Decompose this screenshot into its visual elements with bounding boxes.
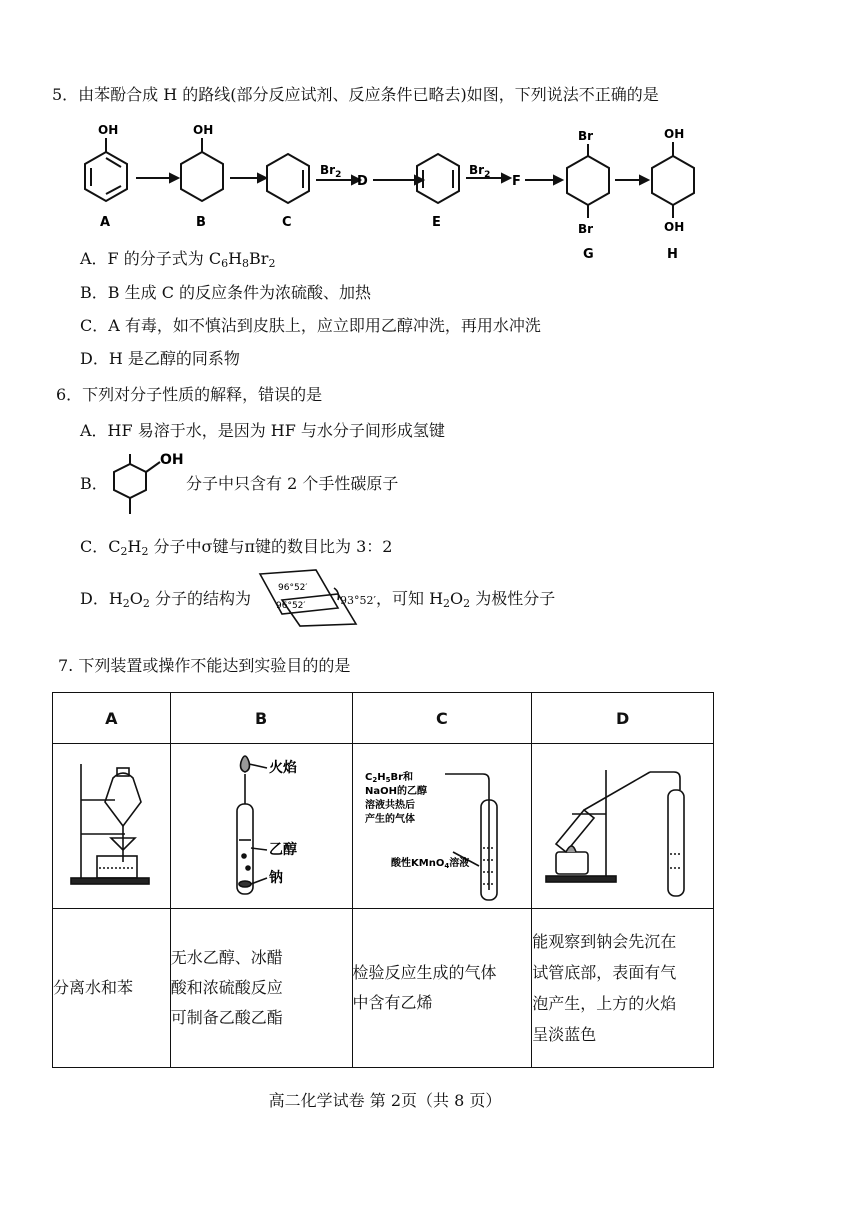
label-G: G [583, 247, 594, 262]
c-label-line4: 产生的气体 [364, 814, 415, 825]
header-c: C [352, 693, 532, 744]
q7-stem: 7. 下列装置或操作不能达到实验目的的是 [58, 656, 351, 675]
q6-menthol-structure [100, 450, 190, 522]
c-label-kmno4: 酸性KMnO$_4$溶液 [390, 858, 469, 870]
br-G-top: Br [578, 129, 594, 143]
page-footer: 高二化学试卷 第 2页（共 8 页） [268, 1091, 502, 1110]
q6-option-d-text: 93°52′，可知 $H_2O_2$ 为极性分子 [340, 589, 556, 610]
label-H: H [667, 247, 678, 262]
label-F: F [512, 174, 521, 189]
oh-B: OH [193, 123, 214, 137]
label-B: B [196, 215, 206, 230]
ring-H [652, 156, 694, 205]
br-G-bottom: Br [578, 222, 594, 236]
q5-option-c: C．A 有毒，如不慎沾到皮肤上，应立即用乙醇冲洗，再用水冲洗 [80, 316, 541, 335]
label-E: E [432, 215, 441, 230]
c-label-line1: $C_2H_5Br$和 [364, 772, 413, 784]
label-A: A [100, 215, 111, 230]
q6-oh-label: OH [160, 452, 184, 468]
q6-option-d-prefix: D．$H_2O_2$ 分子的结构为 [80, 589, 252, 610]
q6-option-a: A．HF 易溶于水，是因为 HF 与水分子间形成氢键 [80, 421, 445, 440]
q6-option-b-text: 分子中只含有 2 个手性碳原子 [186, 474, 399, 493]
angle-1: 96°52′ [278, 583, 308, 593]
q5-option-b: B．B 生成 C 的反应条件为浓硫酸、加热 [80, 283, 372, 302]
q6-option-b-prefix: B． [80, 474, 108, 493]
label-flame: 火焰 [268, 760, 297, 776]
text-d: 能观察到钠会先沉在 试管底部，表面有气 泡产生，上方的火焰 呈淡蓝色 [532, 909, 714, 1068]
label-D: D [357, 174, 368, 189]
q5-synthesis-route [70, 118, 710, 268]
reagent-br2-2: $Br_2$ [469, 163, 491, 180]
apparatus-c-cell [352, 744, 532, 909]
apparatus-b-cell [170, 744, 352, 909]
text-a: 分离水和苯 [53, 909, 171, 1068]
ethanol-sodium-apparatus [171, 744, 351, 904]
oh-H-bottom: OH [664, 220, 685, 234]
c-label-line2: NaOH的乙醇 [364, 786, 427, 797]
q5-option-d: D．H 是乙醇的同系物 [80, 349, 240, 368]
ring-G [567, 156, 609, 205]
q6-stem: 6．下列对分子性质的解释，错误的是 [56, 385, 323, 404]
text-b: 无水乙醇、冰醋 酸和浓硫酸反应 可制备乙酸乙酯 [170, 909, 352, 1068]
separatory-funnel-apparatus [53, 744, 169, 904]
oh-A: OH [98, 123, 119, 137]
header-d: D [532, 693, 714, 744]
label-ethanol: 乙醇 [268, 842, 297, 858]
angle-2: 96°52′ [276, 601, 306, 611]
reagent-br2-1: $Br_2$ [320, 163, 342, 180]
apparatus-d-cell [532, 744, 714, 909]
apparatus-a-cell [53, 744, 171, 909]
label-sodium: 钠 [268, 870, 283, 886]
q5-stem: 5．由苯酚合成 H 的路线(部分反应试剂、反应条件已略去)如图，下列说法不正确的是 [52, 85, 659, 104]
header-a: A [53, 693, 171, 744]
heating-distillation-apparatus [532, 744, 712, 904]
c-label-line3: 溶液共热后 [364, 800, 415, 811]
q5-option-a: A．F 的分子式为 $C_6H_8Br_2$ [80, 249, 276, 270]
text-c: 检验反应生成的气体 中含有乙烯 [352, 909, 532, 1068]
oh-H-top: OH [664, 127, 685, 141]
q7-table [52, 692, 714, 1068]
q6-option-c: C．$C_2H_2$ 分子中σ键与π键的数目比为 3：2 [80, 537, 393, 558]
gas-kmno4-apparatus [353, 744, 531, 904]
header-b: B [170, 693, 352, 744]
label-C: C [282, 215, 292, 230]
ring-B [181, 152, 223, 201]
